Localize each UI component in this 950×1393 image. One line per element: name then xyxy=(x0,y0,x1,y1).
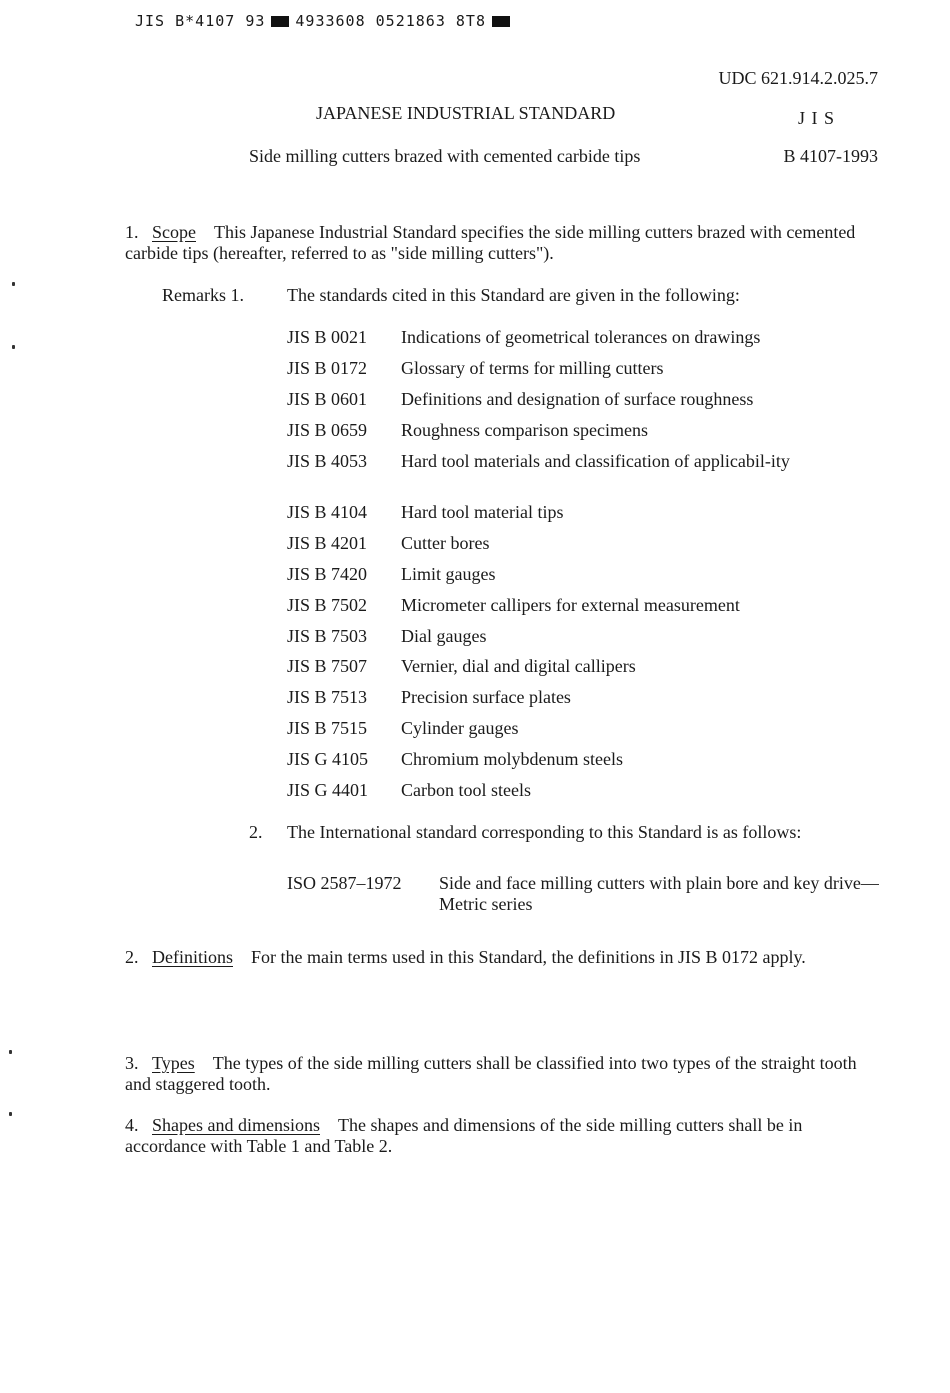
document-title: Side milling cutters brazed with cemented carbide tips xyxy=(249,146,641,166)
section-scope xyxy=(125,222,870,264)
standard-title: Cutter bores xyxy=(401,533,490,553)
list-item xyxy=(287,533,866,554)
header-code-prefix: JIS B*4107 93 xyxy=(135,12,266,30)
standard-title: Micrometer callipers for external measurement xyxy=(401,595,740,615)
scan-mark xyxy=(12,345,15,349)
standard-org: JAPANESE INDUSTRIAL STANDARD xyxy=(316,103,616,123)
section-number: 3. xyxy=(125,1053,139,1073)
list-item xyxy=(287,626,866,647)
header-code-mid: 4933608 0521863 8T8 xyxy=(295,12,486,30)
standard-title: Carbon tool steels xyxy=(401,780,531,800)
section-text: This Japanese Industrial Standard specifies the side milling cutters brazed with cemented carbide tips (hereafter, referred to as "side milling cutters"). xyxy=(125,222,856,263)
standard-code: JIS B 4053 xyxy=(287,451,368,471)
standard-title: Dial gauges xyxy=(401,626,487,646)
standard-title: Hard tool material tips xyxy=(401,502,564,522)
scan-mark xyxy=(9,1112,12,1116)
list-item xyxy=(287,656,866,677)
standard-title: Roughness comparison specimens xyxy=(401,420,648,440)
list-item xyxy=(287,564,866,585)
remarks-text: The standards cited in this Standard are given in the following: xyxy=(287,285,740,305)
list-item xyxy=(287,358,866,379)
standard-code: JIS G 4401 xyxy=(287,780,369,800)
standard-title: Vernier, dial and digital callipers xyxy=(401,656,636,676)
section-text: The shapes and dimensions of the side milling cutters shall be in accordance with Table 1 and Table 2. xyxy=(125,1115,803,1156)
section-number: 1. xyxy=(125,222,139,242)
standard-title: Cylinder gauges xyxy=(401,718,519,738)
section-text: For the main terms used in this Standard, the definitions in JIS B 0172 apply. xyxy=(251,947,806,967)
list-item xyxy=(287,502,866,523)
scan-mark xyxy=(9,1050,12,1054)
document-number: B 4107-1993 xyxy=(783,146,878,166)
standard-code: JIS B 7513 xyxy=(287,687,368,707)
standard-code: JIS B 7515 xyxy=(287,718,368,738)
jis-mark: J I S xyxy=(798,108,836,128)
section-heading: Shapes and dimensions xyxy=(152,1115,320,1135)
scan-header-code xyxy=(135,11,516,32)
list-item xyxy=(287,327,866,348)
standard-code: JIS G 4105 xyxy=(287,749,369,769)
standard-code: JIS B 0659 xyxy=(287,420,368,440)
standard-title: Indications of geometrical tolerances on drawings xyxy=(401,327,761,347)
list-item xyxy=(287,780,866,801)
section-heading: Types xyxy=(152,1053,195,1073)
remark2-number: 2. xyxy=(249,822,263,842)
iso-code: ISO 2587–1972 xyxy=(287,873,402,893)
standard-code: JIS B 0601 xyxy=(287,389,368,409)
section-number: 2. xyxy=(125,947,139,967)
standard-code: JIS B 7502 xyxy=(287,595,368,615)
standard-code: JIS B 7420 xyxy=(287,564,368,584)
section-heading: Definitions xyxy=(152,947,233,967)
section-number: 4. xyxy=(125,1115,139,1135)
standard-code: JIS B 7503 xyxy=(287,626,368,646)
standard-code: JIS B 0172 xyxy=(287,358,368,378)
remarks-label: Remarks 1. xyxy=(162,285,244,305)
standard-code: JIS B 4201 xyxy=(287,533,368,553)
remark2-text: The International standard corresponding to this Standard is as follows: xyxy=(287,822,802,842)
standard-title: Precision surface plates xyxy=(401,687,571,707)
standard-code: JIS B 0021 xyxy=(287,327,368,347)
standard-title: Chromium molybdenum steels xyxy=(401,749,623,769)
standard-title: Glossary of terms for milling cutters xyxy=(401,358,664,378)
list-item xyxy=(287,687,866,708)
scan-mark xyxy=(12,282,15,286)
standard-title: Definitions and designation of surface roughness xyxy=(401,389,754,409)
section-shapes xyxy=(125,1115,835,1157)
standard-title: Limit gauges xyxy=(401,564,496,584)
udc-number: UDC 621.914.2.025.7 xyxy=(718,68,878,88)
list-item xyxy=(287,749,866,770)
standard-title: Hard tool materials and classification of applicabil-ity xyxy=(401,451,790,471)
list-item xyxy=(287,420,866,441)
list-item xyxy=(287,389,866,410)
section-text: The types of the side milling cutters shall be classified into two types of the straight tooth and staggered tooth. xyxy=(125,1053,857,1094)
list-item xyxy=(287,718,866,739)
list-item xyxy=(287,595,866,616)
redaction-block-1 xyxy=(271,16,289,27)
iso-title: Side and face milling cutters with plain bore and key drive—Metric series xyxy=(439,873,879,914)
section-types xyxy=(125,1053,870,1095)
section-definitions xyxy=(125,947,850,968)
list-item xyxy=(287,451,863,472)
standard-code: JIS B 7507 xyxy=(287,656,368,676)
standard-code: JIS B 4104 xyxy=(287,502,368,522)
redaction-block-2 xyxy=(492,16,510,27)
section-heading: Scope xyxy=(152,222,196,242)
